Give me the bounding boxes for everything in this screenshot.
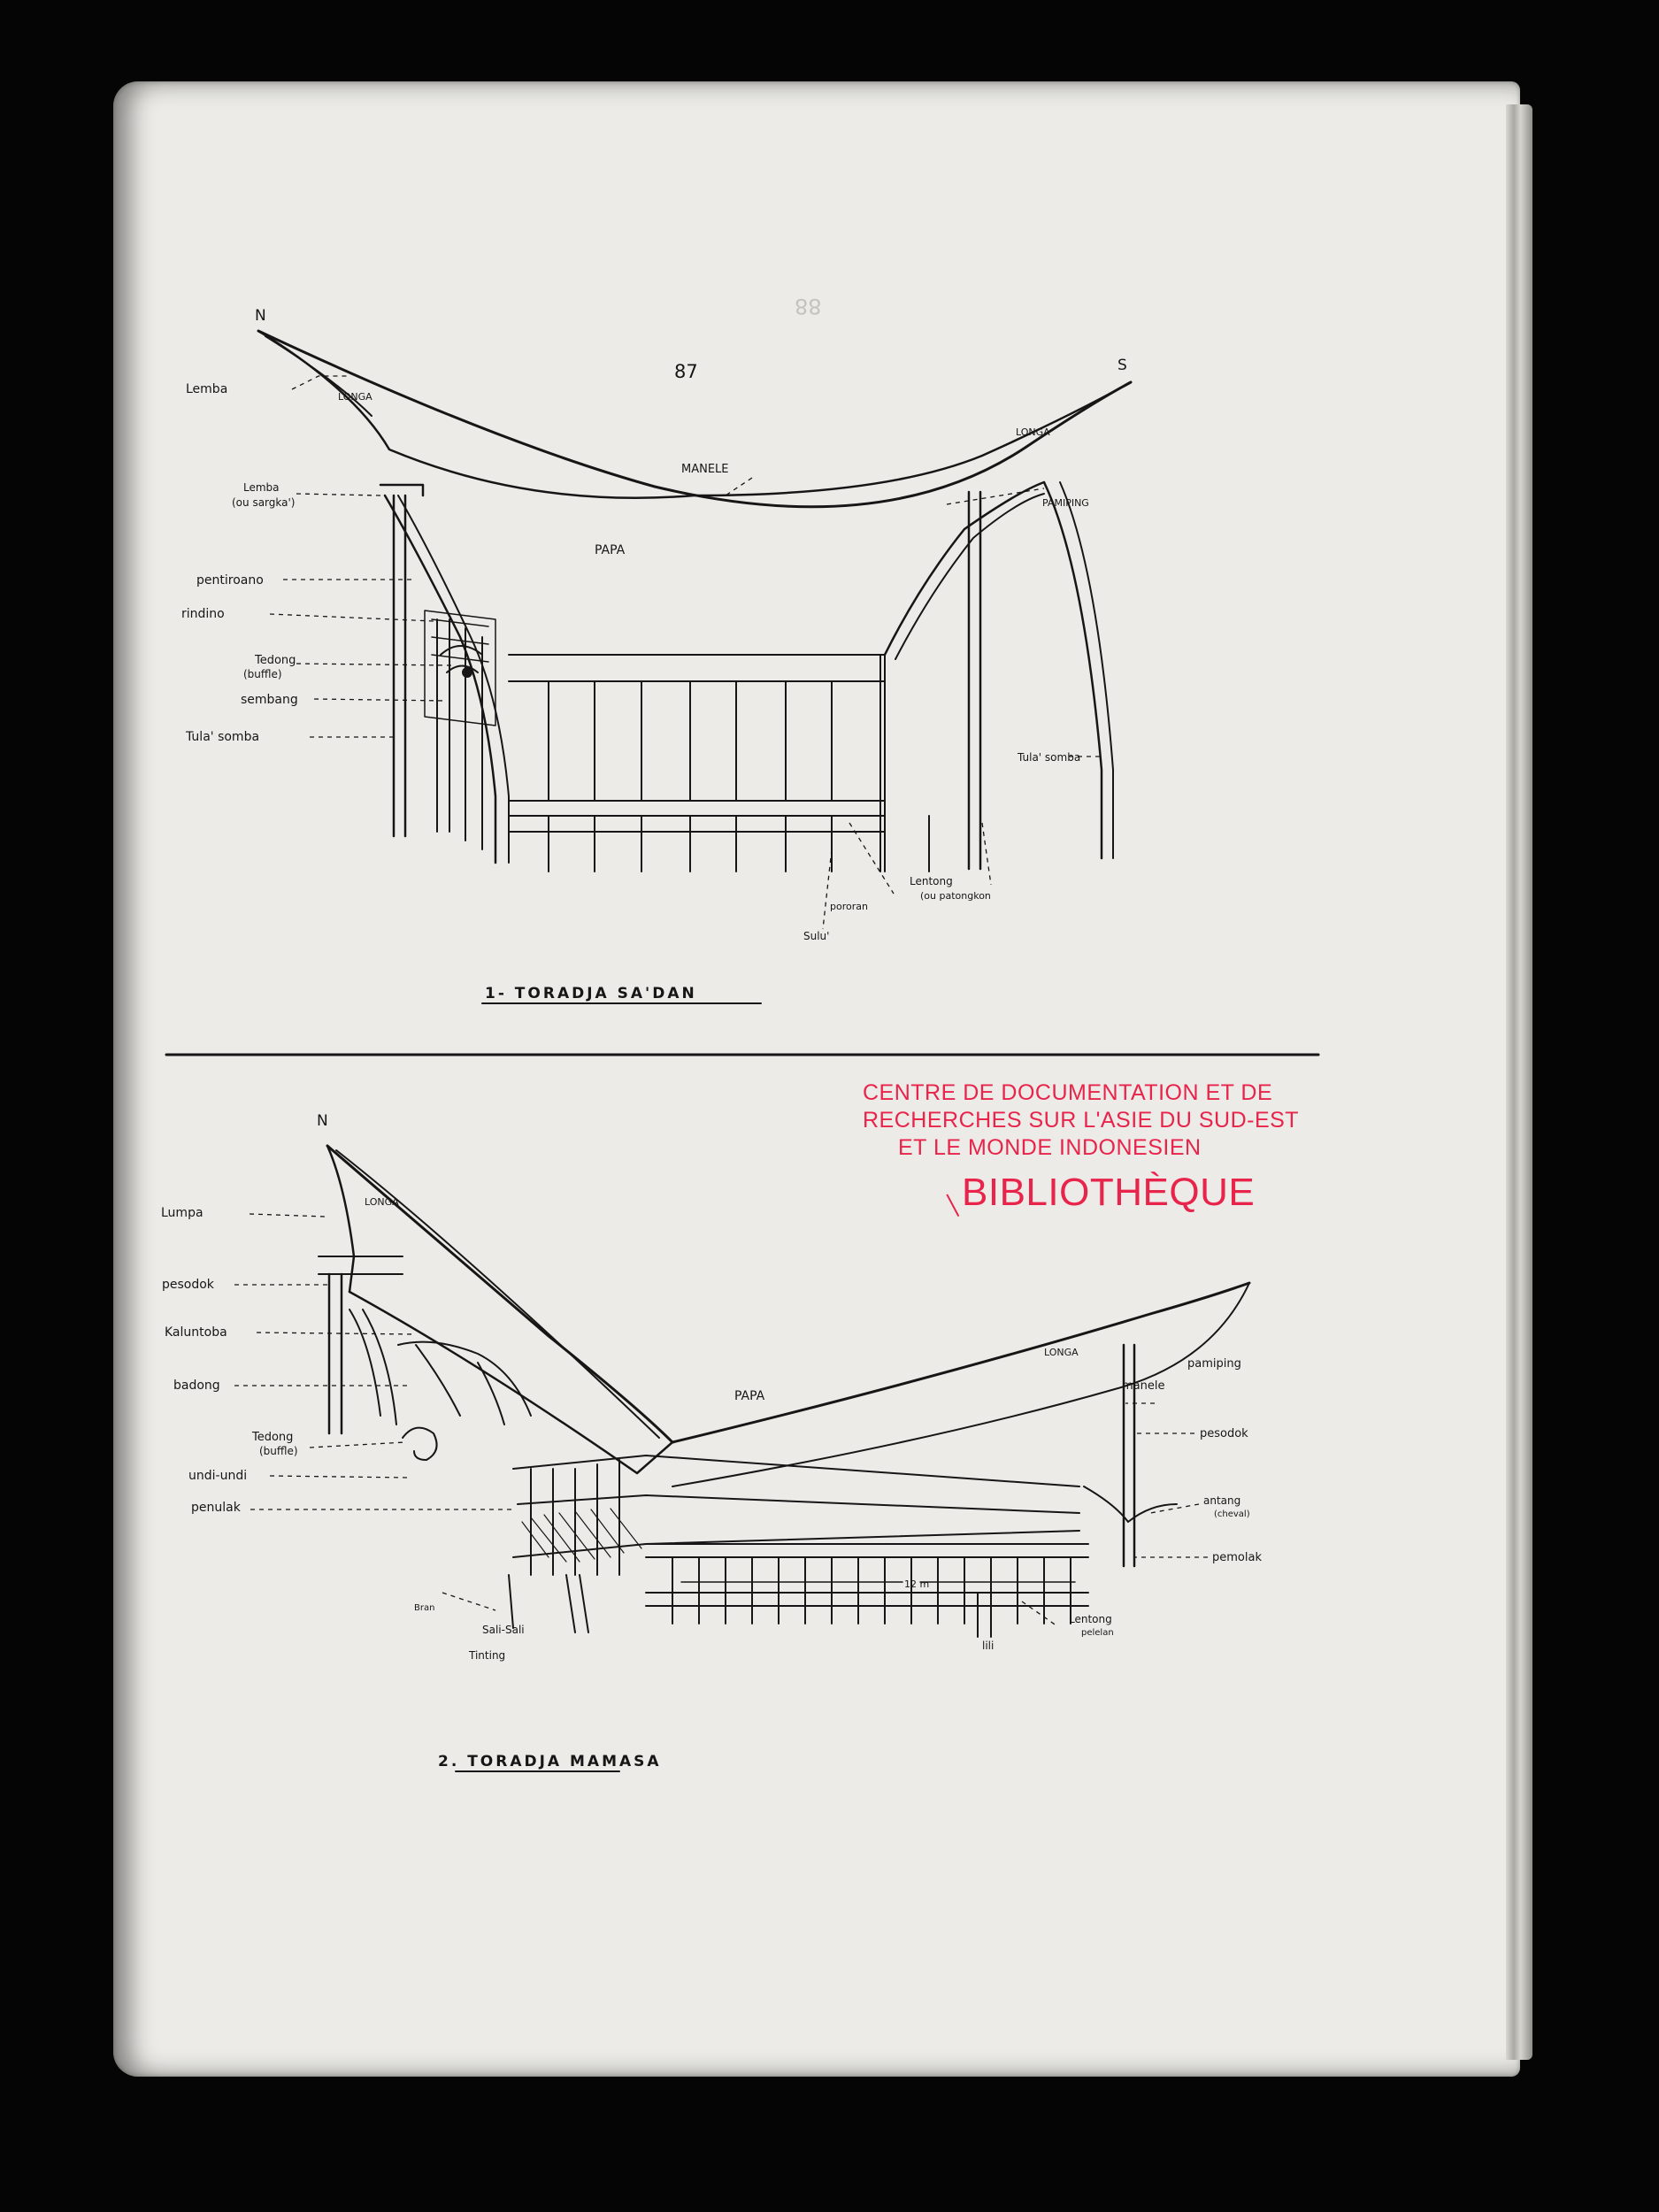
fig1-label-lemba: Lemba [186,382,228,396]
fig1-label-sembang: sembang [241,693,298,707]
fig1-north-label: N [255,307,266,325]
fig1-label-manele: MANELE [681,463,729,476]
fig2-label-sali-sali: Sali-Sali [482,1624,525,1636]
fig2-label-lumpa: Lumpa [161,1206,204,1220]
page-number: 87 [674,361,698,382]
fig2-label-measure: 12 m [904,1578,930,1590]
stamp-line-3: ET LE MONDE INDONESIEN [898,1135,1202,1160]
fig1-label-lemba-sargka-1: Lemba [243,481,280,494]
fig2-label-tinting: Tinting [469,1649,506,1662]
fig1-caption: 1- TORADJA SA'DAN [485,985,697,1002]
fig2-label-lentong-2: pelelan [1081,1628,1114,1638]
fig2-label-badong: badong [173,1379,220,1393]
fig1-label-tula-somba-left: Tula' somba [186,730,260,744]
figure-1-sadan-house [181,307,1131,1003]
stamp-line-2: RECHERCHES SUR L'ASIE DU SUD-EST [863,1108,1300,1133]
stamp-bibliotheque: BIBLIOTHÈQUE [962,1171,1256,1214]
fig1-label-lemba-sargka-2: (ou sargka') [232,496,296,509]
fig2-label-pesodok-right: pesodok [1200,1427,1248,1440]
fig1-label-tedong-2: (buffle) [243,668,282,680]
fig1-label-tula-somba-right: Tula' somba [1018,751,1081,764]
fig1-label-longa-right: LONGA [1016,426,1050,438]
fig1-label-lentong-2: (ou patongkon [920,890,991,902]
fig2-label-antang-1: antang [1203,1494,1241,1507]
fig2-label-papa: PAPA [734,1389,765,1403]
fig2-label-tedong-2: (buffle) [259,1445,298,1457]
fig2-label-lentong-1: Lentong [1069,1613,1112,1625]
fig1-label-longa-left: LONGA [338,391,373,403]
fig2-label-antang-2: (cheval) [1214,1509,1250,1519]
fig2-label-undi-undi: undi-undi [188,1469,248,1483]
fig2-label-pamiping: pamiping [1187,1357,1241,1371]
fig2-label-longa-right: LONGA [1044,1347,1079,1358]
fig2-label-longa-left: LONGA [365,1196,399,1208]
fig2-caption: 2. TORADJA MAMASA [438,1753,662,1770]
fig2-label-pesodok-left: pesodok [162,1278,214,1292]
fig2-label-lili: lili [982,1640,995,1652]
fig1-label-pororan: pororan [830,901,868,912]
fig2-label-bran: Bran [414,1603,435,1613]
fig2-label-pemolak: pemolak [1212,1551,1262,1564]
fig2-label-manele: manele [1122,1379,1165,1393]
ghost-page-number: 88 [795,294,822,319]
fig2-label-penulak: penulak [191,1501,241,1515]
fig1-south-label: S [1118,357,1127,374]
fig2-label-tedong-1: Tedong [252,1431,294,1444]
fig1-label-papa: PAPA [595,543,626,557]
fig1-label-rindino: rindino [181,607,225,621]
library-stamp [863,1079,1323,1215]
fig1-label-pamiping: PAMIPING [1042,497,1089,509]
fig1-label-sulu: Sulu' [803,930,830,942]
stamp-line-1: CENTRE DE DOCUMENTATION ET DE [863,1080,1273,1105]
fig1-label-lentong-1: Lentong [910,875,953,887]
fig2-north-label: N [317,1112,328,1130]
fig2-label-kaluntoba: Kaluntoba [165,1325,227,1340]
fig1-label-tedong-1: Tedong [255,654,296,667]
fig1-label-pentiroano: pentiroano [196,573,264,588]
